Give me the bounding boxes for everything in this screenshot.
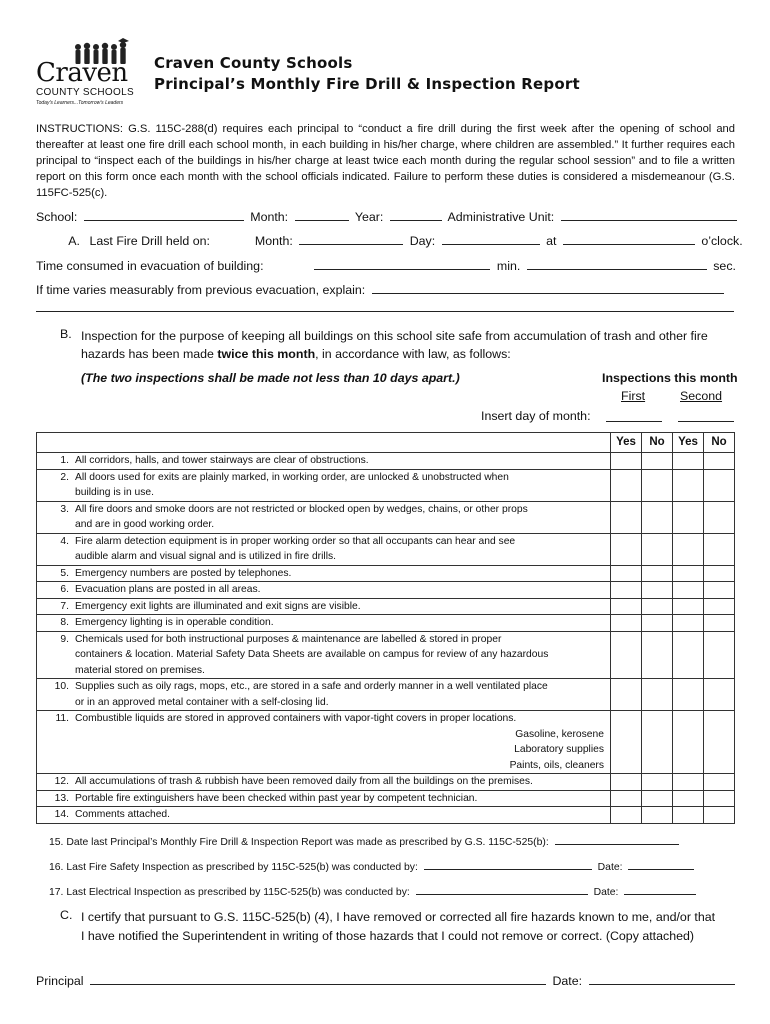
item-subtext-line: Paints, oils, cleaners [509,759,604,771]
item-text-line: Emergency lighting is in operable condition. [75,617,274,628]
checkbox-no-second[interactable] [704,469,735,501]
table-row [37,774,735,791]
checkbox-no-first[interactable] [642,631,673,679]
first-day-field[interactable] [606,421,662,422]
drill-month-label: Month: [254,234,293,248]
checkbox-yes-first[interactable] [611,679,642,711]
table-row [37,533,735,565]
table-row [37,501,735,533]
item-text-line: containers & location. Material Safety Data Sheets are available on campus for review of any hazardous [75,649,549,660]
table-row [37,453,735,470]
checkbox-no-first[interactable] [642,807,673,824]
checkbox-yes-second[interactable] [673,711,704,774]
checkbox-no-first[interactable] [642,598,673,615]
checkbox-yes-second[interactable] [673,807,704,824]
item-text-line: or in an approved metal container with a self-closing lid. [75,696,329,708]
table-row [37,807,735,824]
section-b-text-post: , in accordance with law, as follows: [315,347,511,361]
header-no-first: No [642,433,673,453]
form-title-line1: Craven County Schools [154,54,353,72]
varies-line [36,281,736,297]
header-no-second: No [704,433,735,453]
item-subtext-line: Gasoline, kerosene [515,728,604,740]
item-text-line: Chemicals used for both instructional purposes & maintenance are labelled & stored in proper [75,633,502,645]
principal-label: Principal [36,974,84,988]
section-c-label: C. [60,908,73,922]
varies-field-line2[interactable] [36,311,734,312]
checkbox-yes-second[interactable] [673,469,704,501]
drill-day-field[interactable] [442,232,540,245]
item-text-line: Evacuation plans are posted in all areas. [75,584,261,595]
checkbox-yes-first[interactable] [611,582,642,599]
checkbox-yes-first[interactable] [611,774,642,791]
checkbox-yes-second[interactable] [673,774,704,791]
school-label: School: [36,210,78,224]
checkbox-yes-first[interactable] [611,453,642,470]
item-15-line [49,834,682,848]
checkbox-no-first[interactable] [642,453,673,470]
section-b-text [81,327,736,363]
varies-label: If time varies measurably from previous evacuation, explain: [36,283,366,297]
item-16-line [49,859,697,873]
item-text [73,533,611,565]
item-text-line: Comments attached. [75,809,171,820]
section-b-text-pre: Inspection for the purpose of keeping all buildings on this school site safe from accumulation of trash and other fire hazards has been made [81,329,708,361]
checkbox-yes-second[interactable] [673,679,704,711]
item-17-field[interactable] [416,884,588,895]
checkbox-no-first[interactable] [642,790,673,807]
item-text-line: Portable fire extinguishers have been checked within past year by competent technician. [75,792,478,804]
section-c-text: I certify that pursuant to G.S. 115C-525(b) (4), I have removed or corrected all fire hazards known to me, and/or that I have notified the Superintendent in writing of those hazards that I could not remove or correct. (Copy attached) [81,910,716,943]
item-text [73,790,611,807]
sec-label: sec. [713,259,736,273]
admin-unit-field[interactable] [561,208,737,221]
drill-time-field[interactable] [563,232,695,245]
item-text [73,453,611,470]
month-field[interactable] [295,208,349,221]
checkbox-yes-second[interactable] [673,565,704,582]
item-text-line: All fire doors and smoke doors are not restricted or blocked open by wedges, chains, or other props [75,503,528,515]
month-label: Month: [250,210,289,224]
inspection-note: (The two inspections shall be made not less than 10 days apart.) [81,371,460,385]
item-number: 7. [37,598,74,615]
checkbox-yes-second[interactable] [673,582,704,599]
form-title-line2: Principal’s Monthly Fire Drill & Inspection Report [154,75,580,93]
checkbox-yes-second[interactable] [673,453,704,470]
checkbox-yes-first[interactable] [611,711,642,774]
item-text [73,501,611,533]
checkbox-no-first[interactable] [642,774,673,791]
logo-name: Craven [36,58,128,88]
item-text-line: All accumulations of trash & rubbish have been removed daily from all the buildings on the premises. [75,776,533,787]
item-17-date-field[interactable] [624,884,696,895]
minutes-field[interactable] [314,257,490,270]
item-subtext-line: Laboratory supplies [514,744,604,755]
checkbox-no-first[interactable] [642,469,673,501]
first-inspection-label: First [621,389,646,403]
a-label: A. [68,234,80,248]
instructions: INSTRUCTIONS: G.S. 115C-288(d) requires each principal to “conduct a fire drill during the first week after the opening of school and thereafter at least one fire drill each school month, in each building in his/her charge, where children are assembled.” It further requires each principal to “inspect each of the buildings in his/her charge at least twice each month during the regular school session” and to file a written report on this form once each month with the school officials indicated. Failure to perform these duties is considered a misdemeanour (G.S. 115FC-525(c). [36,123,735,199]
checkbox-yes-second[interactable] [673,631,704,679]
checkbox-no-first[interactable] [642,679,673,711]
item-text-line: material stored on premises. [75,664,205,676]
second-day-field[interactable] [678,421,734,422]
signature-date-label: Date: [552,974,583,988]
checkbox-yes-first[interactable] [611,501,642,533]
item-text-line: and are in good working order. [75,519,215,530]
signature-date-field[interactable] [589,972,735,985]
item-number: 3. [37,501,74,533]
item-17-date-label: Date: [593,887,619,898]
checkbox-yes-first[interactable] [611,469,642,501]
drill-day-label: Day: [409,234,436,248]
signature-line [36,972,738,988]
checkbox-no-second[interactable] [704,807,735,824]
table-row [37,469,735,501]
checkbox-no-second[interactable] [704,679,735,711]
item-text [73,469,611,501]
logo-subtitle: COUNTY SCHOOLS [36,87,134,98]
checkbox-no-first[interactable] [642,501,673,533]
item-text-line: Emergency numbers are posted by telephones. [75,567,292,579]
item-text [73,774,611,791]
table-header-blank [37,433,611,453]
checkbox-no-first[interactable] [642,582,673,599]
item-text [73,582,611,599]
item-number: 4. [37,533,74,565]
year-label: Year: [354,210,384,224]
checkbox-yes-first[interactable] [611,565,642,582]
last-drill-label: Last Fire Drill held on: [89,234,210,248]
last-drill-line [36,232,743,248]
item-text-line: All doors used for exits are plainly marked, in working order, are unlocked & unobstructed when [75,471,509,483]
principal-signature-field[interactable] [90,972,546,985]
section-b-text-bold: twice this month [217,347,316,361]
header-yes-first: Yes [611,433,642,453]
checkbox-no-second[interactable] [704,631,735,679]
item-text [73,565,611,582]
item-16-label: 16. Last Fire Safety Inspection as prescribed by 115C-525(b) was conducted by: [49,862,418,873]
item-number: 8. [37,615,74,632]
checkbox-no-second[interactable] [704,533,735,565]
table-row [37,631,735,679]
item-text-line: Emergency exit lights are illuminated and exit signs are visible. [75,600,361,612]
item-text-line: Combustible liquids are stored in approved containers with vapor-tight covers in proper locations. [75,713,517,724]
checkbox-no-second[interactable] [704,598,735,615]
checkbox-no-second[interactable] [704,565,735,582]
checkbox-no-second[interactable] [704,774,735,791]
item-text [73,807,611,824]
checkbox-yes-second[interactable] [673,533,704,565]
item-number: 11. [37,711,74,774]
checkbox-yes-first[interactable] [611,615,642,632]
item-number: 12. [37,774,74,791]
item-text [73,711,611,774]
district-logo [34,38,134,110]
table-row [37,565,735,582]
second-inspection-label: Second [680,389,723,403]
item-number: 1. [37,453,74,470]
insert-day-label: Insert day of month: [481,409,591,423]
item-17-label: 17. Last Electrical Inspection as prescribed by 115C-525(b) was conducted by: [49,887,410,898]
checkbox-no-first[interactable] [642,533,673,565]
at-label: at [546,234,557,248]
year-field[interactable] [390,208,442,221]
checkbox-yes-second[interactable] [673,598,704,615]
item-number: 14. [37,807,74,824]
logo-tagline: Today's Learners...Tomorrow's Leaders [36,100,124,106]
checkbox-no-first[interactable] [642,711,673,774]
min-label: min. [496,259,521,273]
school-line [36,208,736,224]
item-number: 13. [37,790,74,807]
checkbox-no-second[interactable] [704,615,735,632]
table-row [37,582,735,599]
checkbox-no-second[interactable] [704,453,735,470]
drill-month-field[interactable] [299,232,403,245]
table-row [37,711,735,774]
item-16-date-field[interactable] [628,859,694,870]
item-15-field[interactable] [555,834,679,845]
checkbox-no-second[interactable] [704,582,735,599]
header-yes-second: Yes [673,433,704,453]
item-number: 6. [37,582,74,599]
oclock-label: o’clock. [701,234,743,248]
item-text [73,679,611,711]
school-field[interactable] [84,208,244,221]
checkbox-yes-first[interactable] [611,598,642,615]
item-number: 9. [37,631,74,679]
time-consumed-line [36,257,736,273]
checkbox-yes-second[interactable] [673,790,704,807]
item-number: 5. [37,565,74,582]
item-16-date-label: Date: [597,862,623,873]
table-header-row [37,433,735,453]
checkbox-no-second[interactable] [704,711,735,774]
item-text-line: All corridors, halls, and tower stairways are clear of obstructions. [75,455,369,466]
checkbox-yes-second[interactable] [673,501,704,533]
item-text [73,615,611,632]
item-16-field[interactable] [424,859,592,870]
item-17-line [49,884,699,898]
checkbox-yes-second[interactable] [673,615,704,632]
inspections-header: Inspections this month [602,371,738,385]
table-row [37,598,735,615]
checkbox-yes-first[interactable] [611,790,642,807]
checkbox-yes-first[interactable] [611,807,642,824]
item-number: 10. [37,679,74,711]
table-row [37,790,735,807]
admin-unit-label: Administrative Unit: [447,210,555,224]
item-text-line: Fire alarm detection equipment is in proper working order so that all occupants can hear and see [75,535,516,547]
checkbox-no-second[interactable] [704,501,735,533]
inspection-table [36,432,735,824]
checkbox-no-first[interactable] [642,615,673,632]
section-b-label: B. [60,327,72,341]
item-text-line: Supplies such as oily rags, mops, etc., are stored in a safe and orderly manner in a well ventilated place [75,681,548,692]
checkbox-yes-first[interactable] [611,533,642,565]
item-number: 2. [37,469,74,501]
checkbox-no-second[interactable] [704,790,735,807]
seconds-field[interactable] [527,257,707,270]
table-row [37,615,735,632]
varies-field[interactable] [372,281,724,294]
item-text-line: audible alarm and visual signal and is utilized in fire drills. [75,551,336,562]
item-text [73,598,611,615]
table-row [37,679,735,711]
item-15-label: 15. Date last Principal’s Monthly Fire Drill & Inspection Report was made as prescribed by G.S. 115C-525(b): [49,837,549,848]
time-consumed-label: Time consumed in evacuation of building: [36,259,264,273]
item-text-line: building is in use. [75,487,154,498]
item-text [73,631,611,679]
checkbox-yes-first[interactable] [611,631,642,679]
checkbox-no-first[interactable] [642,565,673,582]
